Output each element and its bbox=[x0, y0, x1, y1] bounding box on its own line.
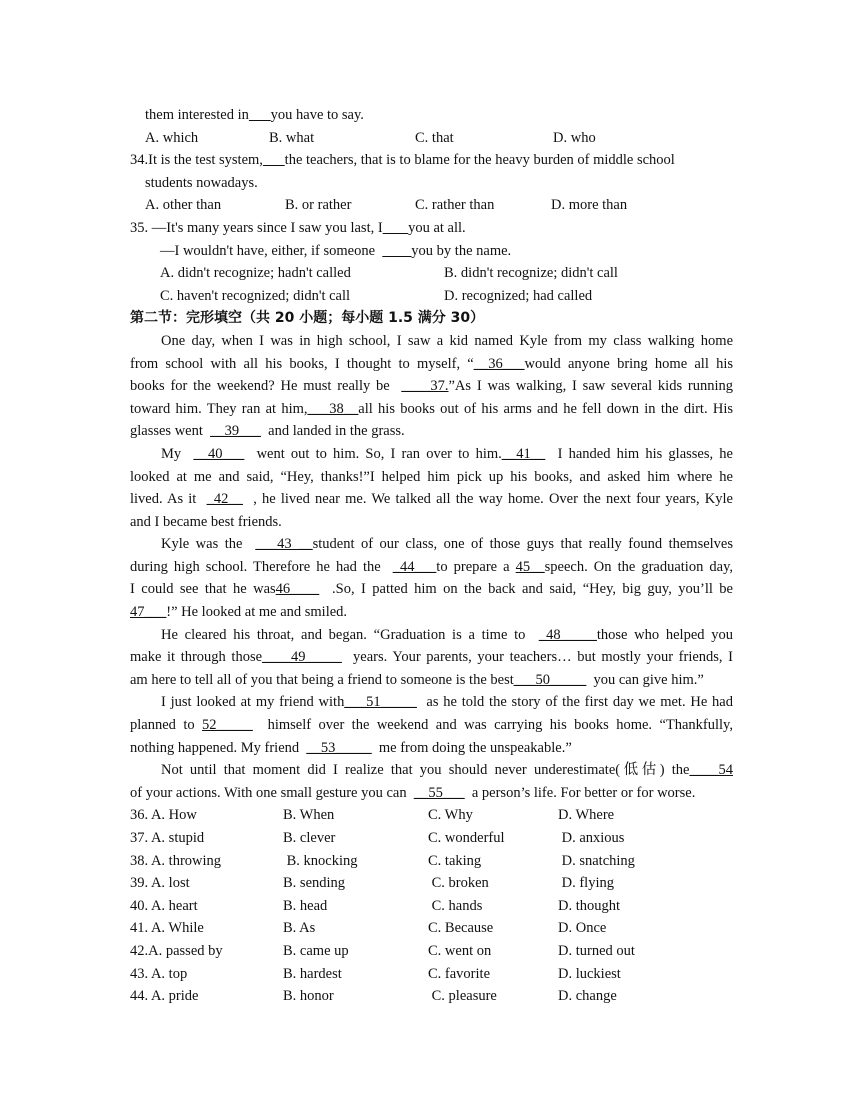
option: 36. A. How bbox=[130, 807, 197, 824]
passage-text: My bbox=[161, 445, 194, 462]
passage-text: me from doing the unspeakable.” bbox=[371, 739, 572, 756]
blank-number: ____49_____ bbox=[262, 649, 342, 666]
blank-number: __53_____ bbox=[306, 739, 372, 756]
option: 40. A. heart bbox=[130, 897, 198, 914]
option: 43. A. top bbox=[130, 965, 188, 982]
passage-line bbox=[130, 330, 733, 353]
passage-text: himself over the weekend and was carrying his books home. “Thankfully, bbox=[252, 717, 733, 734]
option: 37. A. stupid bbox=[130, 830, 205, 846]
passage-text: books for the weekend? He must really be bbox=[130, 378, 402, 395]
option: B. When bbox=[283, 807, 335, 824]
passage-text: , he lived near me. We talked all the way home. Over the next four years, Kyle bbox=[242, 491, 733, 508]
option: 41. A. While bbox=[130, 920, 204, 937]
passage-line bbox=[130, 669, 733, 692]
question-row bbox=[130, 872, 733, 895]
passage-line bbox=[130, 443, 733, 466]
question-row bbox=[130, 850, 733, 873]
option: D. who bbox=[553, 129, 596, 146]
passage-line bbox=[130, 691, 733, 714]
passage-line bbox=[130, 533, 733, 556]
blank-number: 46____ bbox=[275, 581, 320, 598]
q33-continuation: them interested in you have to say. bbox=[145, 107, 364, 123]
question-row bbox=[130, 985, 733, 1008]
q35-reply: —I wouldn't have, either, if someone you by the name. bbox=[160, 242, 512, 259]
blank-number: ____37. bbox=[401, 378, 449, 395]
passage-text: lived. As it bbox=[130, 491, 207, 508]
passage-text: looked at me and said, “Hey, thanks!”I helped him pick up his books, and asked him where he bbox=[130, 468, 733, 485]
passage-text: and landed in the grass. bbox=[260, 423, 405, 440]
passage-text: during high school. Therefore he had the bbox=[130, 558, 393, 575]
option: C. taking bbox=[428, 852, 482, 869]
passage-text: nothing happened. My friend bbox=[130, 739, 307, 756]
option: A. didn't recognize; hadn't called bbox=[160, 265, 351, 282]
q33-options bbox=[130, 127, 733, 150]
passage-text: went out to him. So, I ran over to him. bbox=[244, 445, 502, 462]
option: C. haven't recognized; didn't call bbox=[160, 287, 351, 304]
passage-text: !” He looked at me and smiled. bbox=[166, 604, 348, 621]
option: B. clever bbox=[283, 830, 336, 846]
passage-line bbox=[130, 466, 733, 489]
passage-text: planned to bbox=[130, 717, 203, 734]
passage-text: to prepare a bbox=[436, 558, 516, 575]
question-row bbox=[130, 804, 733, 827]
option: D. more than bbox=[551, 197, 628, 214]
blank-number: ___43 __ bbox=[255, 536, 313, 553]
passage-text: would anyone bring home all his bbox=[524, 355, 734, 372]
passage-text: from school with all his books, I thought to myself, “ bbox=[130, 355, 474, 372]
cloze-passage bbox=[130, 330, 733, 804]
blank-number: _42__ bbox=[206, 491, 243, 508]
passage-text: He cleared his throat, and began. “Graduation is a time to bbox=[161, 626, 539, 643]
option: C. pleasure bbox=[428, 988, 497, 1005]
passage-text: speech. On the graduation day, bbox=[544, 558, 734, 575]
passage-text: I could see that he was bbox=[130, 581, 276, 598]
option: 38. A. throwing bbox=[130, 852, 222, 869]
question-row bbox=[130, 940, 733, 963]
option: C. went on bbox=[428, 942, 492, 959]
option: C. favorite bbox=[428, 965, 491, 982]
passage-line bbox=[130, 578, 733, 601]
passage-text: and I became best friends. bbox=[130, 513, 282, 530]
option: 44. A. pride bbox=[130, 988, 199, 1005]
option: D. anxious bbox=[558, 830, 625, 846]
passage-text: a person’s life. For better or for worse. bbox=[464, 784, 696, 801]
passage-text: as he told the story of the first day we met. He had bbox=[416, 694, 733, 711]
blank-number: ___50_____ bbox=[513, 671, 587, 688]
passage-text: ”As I was walking, I saw several kids running bbox=[448, 378, 734, 395]
passage-line bbox=[130, 759, 733, 782]
passage-text: you can give him.” bbox=[586, 671, 704, 688]
option: B. head bbox=[283, 897, 328, 914]
blank-number: __40___ bbox=[193, 445, 245, 462]
option: D. recognized; had called bbox=[444, 287, 593, 304]
q34-stem-cont: students nowadays. bbox=[145, 174, 258, 191]
passage-text: Kyle was the bbox=[161, 536, 256, 553]
passage-text: all his books out of his arms and he fell down in the dirt. His bbox=[358, 400, 733, 417]
passage-line bbox=[130, 782, 733, 805]
blank-number: 45__ bbox=[515, 558, 545, 575]
passage-text: make it through those bbox=[130, 649, 263, 666]
q35-options-cd bbox=[130, 285, 733, 308]
question-row bbox=[130, 917, 733, 940]
q35-options-ab bbox=[130, 262, 733, 285]
passage-text: I just looked at my friend with bbox=[161, 694, 345, 711]
passage-line bbox=[130, 737, 733, 760]
passage-text: .So, I patted him on the back and said, “Hey, big guy, you’ll be bbox=[319, 581, 733, 598]
option: B. hardest bbox=[283, 965, 342, 982]
option: B. As bbox=[283, 920, 316, 937]
cloze-questions bbox=[130, 804, 733, 1007]
passage-line bbox=[130, 488, 733, 511]
blank-number: __55___ bbox=[413, 784, 465, 801]
option: B. or rather bbox=[285, 197, 352, 214]
blank-number: ____54 bbox=[689, 762, 733, 779]
option: 42.A. passed by bbox=[130, 942, 223, 959]
blank-number: _48_____ bbox=[538, 626, 597, 643]
q34-stem: 34.It is the test system, the teachers, that is to blame for the heavy burden of middle school bbox=[130, 152, 675, 169]
passage-text: those who helped you bbox=[596, 626, 733, 643]
option: D. Where bbox=[558, 807, 615, 824]
blank-number: _44___ bbox=[392, 558, 437, 575]
passage-line bbox=[130, 714, 733, 737]
option: C. Because bbox=[428, 920, 494, 937]
option: C. wonderful bbox=[428, 830, 505, 846]
option: B. knocking bbox=[283, 852, 358, 869]
option: D. turned out bbox=[558, 942, 635, 959]
option: D. luckiest bbox=[558, 965, 621, 982]
passage-line bbox=[130, 511, 733, 534]
passage-text: I handed him his glasses, he bbox=[545, 445, 733, 462]
option: 39. A. lost bbox=[130, 875, 190, 892]
passage-text: One day, when I was in high school, I saw a kid named Kyle from my class walking home bbox=[161, 332, 733, 349]
option: B. honor bbox=[283, 988, 334, 1005]
question-row bbox=[130, 827, 733, 850]
passage-line bbox=[130, 646, 733, 669]
blank-number: __36___ bbox=[473, 355, 525, 372]
option: C. that bbox=[415, 129, 454, 146]
option: B. didn't recognize; didn't call bbox=[444, 265, 618, 282]
passage-line bbox=[130, 398, 733, 421]
option: D. thought bbox=[558, 897, 621, 914]
blank-number: ___51_____ bbox=[344, 694, 417, 711]
passage-text: am here to tell all of you that being a friend to someone is the best bbox=[130, 671, 514, 688]
option: D. flying bbox=[558, 875, 614, 892]
passage-line bbox=[130, 556, 733, 579]
option: C. rather than bbox=[415, 197, 495, 214]
exam-page bbox=[130, 104, 733, 1008]
option: C. hands bbox=[428, 897, 483, 914]
option: D. change bbox=[558, 988, 617, 1005]
passage-line bbox=[130, 601, 733, 624]
passage-line bbox=[130, 624, 733, 647]
passage-line bbox=[130, 375, 733, 398]
option: A. other than bbox=[145, 197, 222, 214]
option: B. what bbox=[269, 129, 315, 146]
option: C. Why bbox=[428, 807, 473, 824]
passage-text: student of our class, one of those guys that really found themselves bbox=[312, 536, 733, 553]
question-row bbox=[130, 895, 733, 918]
passage-text: years. Your parents, your teachers… but mostly your friends, I bbox=[341, 649, 733, 666]
blank-number: ___38__ bbox=[307, 400, 359, 417]
blank-number: 47___ bbox=[130, 604, 167, 621]
section-title: 第二节：完形填空（共 20 小题；每小题 1.5 满分 30） bbox=[130, 310, 485, 327]
passage-line bbox=[130, 353, 733, 376]
passage-text: Not until that moment did I realize that you should never underestimate(低估) the bbox=[161, 762, 690, 779]
passage-text: glasses went bbox=[130, 423, 211, 440]
q35-stem: 35. —It's many years since I saw you last, I you at all. bbox=[130, 219, 466, 236]
question-row bbox=[130, 963, 733, 986]
option: B. came up bbox=[283, 942, 349, 959]
blank-number: __41__ bbox=[501, 445, 546, 462]
option: A. which bbox=[145, 129, 199, 146]
option: D. Once bbox=[558, 920, 607, 937]
q34-options bbox=[130, 194, 733, 217]
passage-text: of your actions. With one small gesture you can bbox=[130, 784, 414, 801]
passage-text: toward him. They ran at him, bbox=[130, 400, 308, 417]
option: B. sending bbox=[283, 875, 346, 892]
blank-number: __39___ bbox=[210, 423, 261, 440]
blank-number: 52_____ bbox=[202, 717, 253, 734]
passage-line bbox=[130, 420, 733, 443]
option: C. broken bbox=[428, 875, 489, 892]
option: D. snatching bbox=[558, 852, 635, 869]
